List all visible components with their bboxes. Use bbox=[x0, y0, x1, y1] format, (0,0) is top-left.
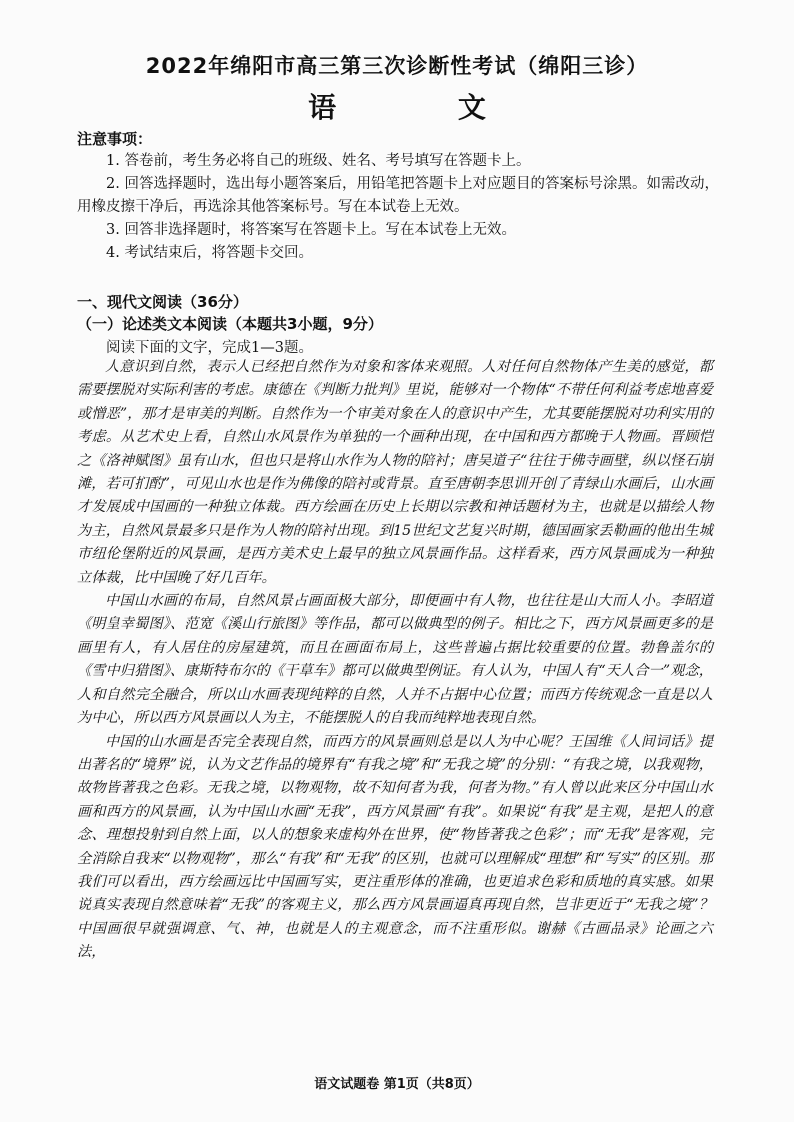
notes-item: 1. 答卷前，考生务必将自己的班级、姓名、考号填写在答题卡上。 bbox=[106, 153, 531, 169]
reading-passage bbox=[77, 356, 713, 965]
notes-list bbox=[77, 150, 727, 265]
reading-instruction: 阅读下面的文字，完成1—3题。 bbox=[106, 340, 313, 356]
notes-item: 3. 回答非选择题时，将答案写在答题卡上。写在本试卷上无效。 bbox=[106, 222, 516, 238]
notes-item: 4. 考试结束后，将答题卡交回。 bbox=[106, 245, 313, 261]
passage-paragraph: 中国的山水画是否完全表现自然，而西方的风景画则总是以人为中心呢？王国维《人间词话》提出著名的“境界”说，认为文艺作品的境界有“有我之境”和“无我之境”的分别：“有我之境，以我观物，故物皆著我之色彩。无我之境，以物观物，故不知何者为我，何者为物。”有人曾以此来区分中国山水画和西方的风景画，认为中国山水画“无我”，西方风景画“有我”。如果说“有我”是主观，是把人的意念、理想投射到自然上面，以人的想象来虚构外在世界，使“物皆著我之色彩”；而“无我”是客观，完全消除自我来“以物观物”，那么“有我”和“无我”的区别，也就可以理解成“理想”和“写实”的区别。那我们可以看出，西方绘画远比中国画写实，更注重形体的准确，也更追求色彩和质地的真实感。如果说真实表现自然意味着“无我”的客观主义，那么西方风景画逼真再现自然，岂非更近于“无我之境”？中国画很早就强调意、气、神，也就是人的主观意念，而不注重形似。谢赫《古画品录》论画之六法， bbox=[77, 733, 713, 961]
exam-title: 2022年绵阳市高三第三次诊断性考试（绵阳三诊） bbox=[145, 54, 649, 78]
passage-paragraph: 中国山水画的布局，自然风景占画面极大部分，即便画中有人物，也往往是山大而人小。李昭道《明皇幸蜀图》、范宽《溪山行旅图》等作品，都可以做典型的例子。相比之下，西方风景画更多的是画里有人，有人居住的房屋建筑，而且在画面布局上，这些普遍占据比较重要的位置。勃鲁盖尔的《雪中归猎图》、康斯特布尔的《干草车》都可以做典型例证。有人认为，中国人有“天人合一”观念，人和自然完全融合，所以山水画表现纯粹的自然，人并不占据中心位置；而西方传统观念一直是以人为中心，所以西方风景画以人为主，不能摆脱人的自我而纯粹地表现自然。 bbox=[77, 593, 713, 727]
subsection-heading: （一）论述类文本阅读（本题共3小题，9分） bbox=[77, 315, 383, 333]
notes-heading: 注意事项： bbox=[77, 130, 153, 148]
notes-item: 2. 回答选择题时，选出每小题答案后，用铅笔把答题卡上对应题目的答案标号涂黑。如需改动，用橡皮擦干净后，再选涂其他答案标号。写在本试卷上无效。 bbox=[77, 176, 719, 215]
page-footer: 语文试题卷 第1页（共8页） bbox=[314, 1077, 480, 1092]
section-heading: 一、现代文阅读（36分） bbox=[77, 293, 248, 311]
subject-title: 语 文 bbox=[308, 91, 542, 124]
passage-paragraph: 人意识到自然，表示人已经把自然作为对象和客体来观照。人对任何自然物体产生美的感觉，都需要摆脱对实际利害的考虑。康德在《判断力批判》里说，能够对一个物体“不带任何利益考虑地喜爱或憎恶”，那才是审美的判断。自然作为一个审美对象在人的意识中产生，尤其要能摆脱对功利实用的考虑。从艺术史上看，自然山水风景作为单独的一个画种出现，在中国和西方都晚于人物画。晋顾恺之《洛神赋图》虽有山水，但也只是将山水作为人物的陪衬；唐吴道子“往往于佛寺画壁，纵以怪石崩滩，若可扪酌”，可见山水也是作为佛像的陪衬或背景。直至唐朝李思训开创了青绿山水画后，山水画才发展成中国画的一种独立体裁。西方绘画在历史上长期以宗教和神话题材为主，也就是以描绘人物为主，自然风景最多只是作为人物的陪衬出现。到15世纪文艺复兴时期，德国画家丢勒画的他出生城市纽伦堡附近的风景画，是西方美术史上最早的独立风景画作品。这样看来，西方风景画成为一种独立体裁，比中国晚了好几百年。 bbox=[77, 359, 713, 586]
